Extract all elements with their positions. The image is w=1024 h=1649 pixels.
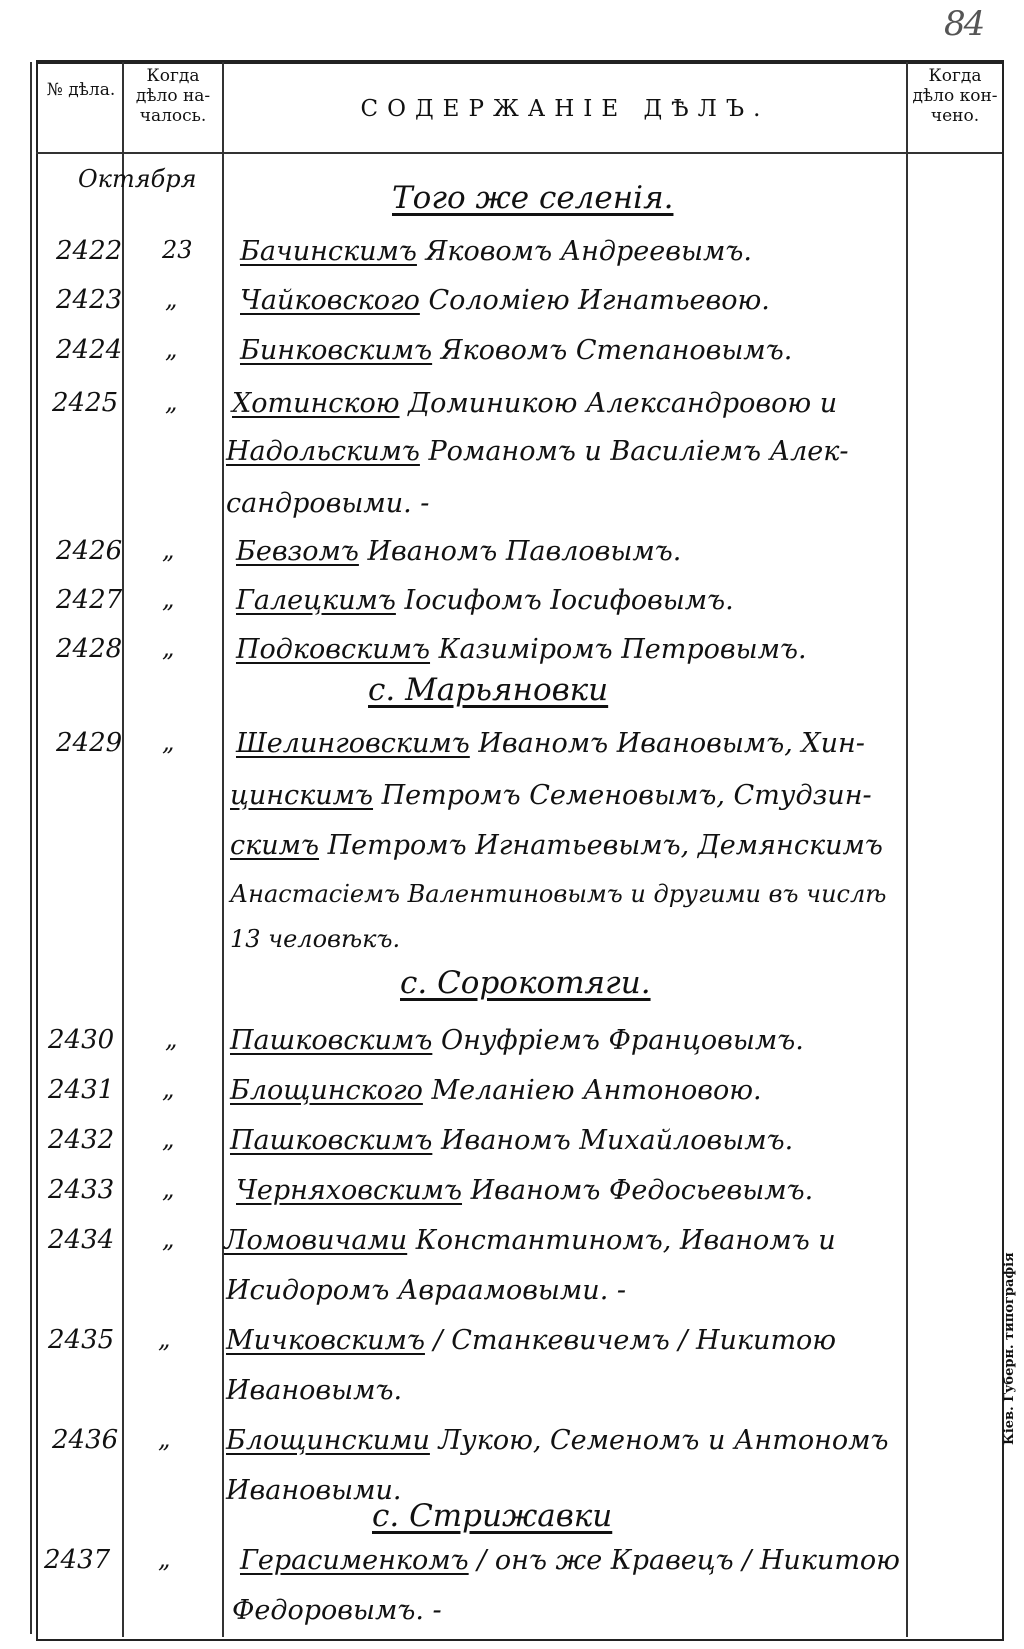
start-date: „ <box>162 1225 175 1253</box>
given-name: / онъ же Кравецъ / Никитою <box>477 1545 900 1576</box>
surname: Хотинскою <box>232 388 400 419</box>
surname: Пашковскимъ <box>230 1025 433 1056</box>
entry-text-line <box>226 1325 836 1356</box>
entry-text-line <box>240 1545 900 1576</box>
given-name: Петромъ Семеновымъ, Студзин- <box>381 780 872 811</box>
surname: Бинковскимъ <box>240 335 433 366</box>
header-started-column: Когда дѣло на-чалось. <box>135 66 211 126</box>
entry-text-line <box>240 285 770 316</box>
surname: Блощинского <box>230 1075 423 1106</box>
case-number: 2428 <box>56 634 123 664</box>
surname: цинскимъ <box>230 780 374 811</box>
entry-text-line <box>236 728 865 759</box>
start-date: „ <box>162 536 175 564</box>
given-name: Меланiею Антоновою. <box>431 1075 762 1106</box>
entry-text-line <box>230 1075 762 1106</box>
given-name: Яковомъ Андреевымъ. <box>425 236 752 267</box>
case-number: 2436 <box>52 1425 119 1455</box>
given-name: Анастасiемъ Валентиновымъ и другими въ числѣ <box>230 880 887 908</box>
page-number: 84 <box>944 4 984 44</box>
entry-text-line <box>230 1025 804 1056</box>
entry-text-line <box>232 388 837 419</box>
given-name: Соломiею Игнатьевою. <box>428 285 770 316</box>
start-date: „ <box>165 1025 178 1053</box>
given-name: Федоровымъ. - <box>232 1595 442 1626</box>
given-name: Петромъ Игнатьевымъ, Демянскимъ <box>327 830 883 861</box>
start-date: „ <box>165 335 178 363</box>
surname: скимъ <box>230 830 320 861</box>
entry-text-line <box>226 1475 401 1506</box>
side-imprint: Кiев. Губерн. типографiя <box>1002 1252 1017 1445</box>
entry-text-line <box>230 1125 793 1156</box>
start-date: „ <box>162 585 175 613</box>
surname: Ломовичами <box>224 1225 408 1256</box>
case-number: 2434 <box>48 1225 115 1255</box>
surname: Подковскимъ <box>236 634 431 665</box>
given-name: Константиномъ, Иваномъ и <box>415 1225 836 1256</box>
case-number: 2423 <box>56 285 123 315</box>
entry-text-line <box>236 585 734 616</box>
start-date: „ <box>162 1175 175 1203</box>
start-date: „ <box>165 285 178 313</box>
given-name: Онуфрiемъ Францовымъ. <box>440 1025 804 1056</box>
given-name: Лукою, Семеномъ и Антономъ <box>438 1425 889 1456</box>
header-finished-column: Когда дѣло кон-чено. <box>912 66 998 126</box>
given-name: Iосифомъ Iосифовымъ. <box>404 585 734 616</box>
surname: Галецкимъ <box>236 585 396 616</box>
case-number: 2422 <box>56 236 123 266</box>
given-name: Иваномъ Михайловымъ. <box>440 1125 794 1156</box>
given-name: Ивановымъ. <box>226 1375 403 1406</box>
section-heading: Того же селенiя. <box>392 180 674 216</box>
entry-text-line <box>236 634 807 665</box>
start-date: „ <box>162 634 175 662</box>
case-number: 2437 <box>44 1545 111 1575</box>
entry-text-line <box>230 780 872 811</box>
entry-text-line <box>232 1595 442 1626</box>
start-date: „ <box>158 1325 171 1353</box>
given-name: Иваномъ Павловымъ. <box>367 536 682 567</box>
surname: Мичковскимъ <box>226 1325 425 1356</box>
entry-text-line <box>240 236 752 267</box>
surname: Шелинговскимъ <box>236 728 470 759</box>
case-number: 2426 <box>56 536 123 566</box>
given-name: 13 человѣкъ. <box>230 925 401 953</box>
header-number-column: № дѣла. <box>46 80 116 100</box>
entry-text-line <box>240 335 792 366</box>
surname: Бевзомъ <box>236 536 359 567</box>
given-name: Иваномъ Ивановымъ, Хин- <box>478 728 865 759</box>
given-name: Ивановыми. <box>226 1475 402 1506</box>
month-label: Октября <box>78 165 197 193</box>
start-date: „ <box>162 1075 175 1103</box>
entry-text-line <box>226 1275 626 1306</box>
entry-text-line <box>230 830 883 861</box>
entry-text-line <box>230 925 400 953</box>
case-number: 2425 <box>52 388 119 418</box>
surname: Черняховскимъ <box>236 1175 463 1206</box>
start-date: „ <box>158 1545 171 1573</box>
entry-text-line <box>236 1175 813 1206</box>
given-name: Исидоромъ Авраамовыми. - <box>226 1275 626 1306</box>
entry-text-line <box>230 880 886 908</box>
surname: Герасименкомъ <box>240 1545 469 1576</box>
case-number: 2427 <box>56 585 123 615</box>
surname: Пашковскимъ <box>230 1125 433 1156</box>
entry-text-line <box>226 488 429 519</box>
start-date: „ <box>165 388 178 416</box>
surname: Блощинскими <box>226 1425 430 1456</box>
entry-text-line <box>236 536 681 567</box>
given-name: / Станкевичемъ / Никитою <box>433 1325 837 1356</box>
case-number: 2435 <box>48 1325 115 1355</box>
start-date: 23 <box>162 236 193 264</box>
case-number: 2424 <box>56 335 123 365</box>
given-name: Доминикою Александровою и <box>408 388 838 419</box>
surname: Надольскимъ <box>226 436 420 467</box>
entry-text-line <box>226 436 848 467</box>
given-name: Казимiромъ Петровымъ. <box>438 634 807 665</box>
given-name: Романомъ и Василiемъ Алек- <box>428 436 849 467</box>
section-heading: с. Стрижавки <box>372 1498 613 1534</box>
surname: Бачинскимъ <box>240 236 417 267</box>
given-name: Иваномъ Федосьевымъ. <box>470 1175 814 1206</box>
start-date: „ <box>162 1125 175 1153</box>
surname: Чайковского <box>240 285 420 316</box>
given-name: сандровыми. - <box>226 488 430 519</box>
entry-text-line <box>226 1375 402 1406</box>
start-date: „ <box>158 1425 171 1453</box>
entry-text-line <box>224 1225 836 1256</box>
case-number: 2430 <box>48 1025 115 1055</box>
entry-text-line <box>226 1425 889 1456</box>
case-number: 2433 <box>48 1175 115 1205</box>
given-name: Яковомъ Степановымъ. <box>440 335 793 366</box>
section-heading: с. Марьяновки <box>368 672 609 708</box>
section-heading: с. Сорокотяги. <box>400 965 651 1001</box>
case-number: 2432 <box>48 1125 115 1155</box>
start-date: „ <box>162 728 175 756</box>
header-title: СОДЕРЖАНIЕ ДѢЛЪ. <box>360 96 770 122</box>
case-number: 2429 <box>56 728 123 758</box>
case-number: 2431 <box>48 1075 115 1105</box>
